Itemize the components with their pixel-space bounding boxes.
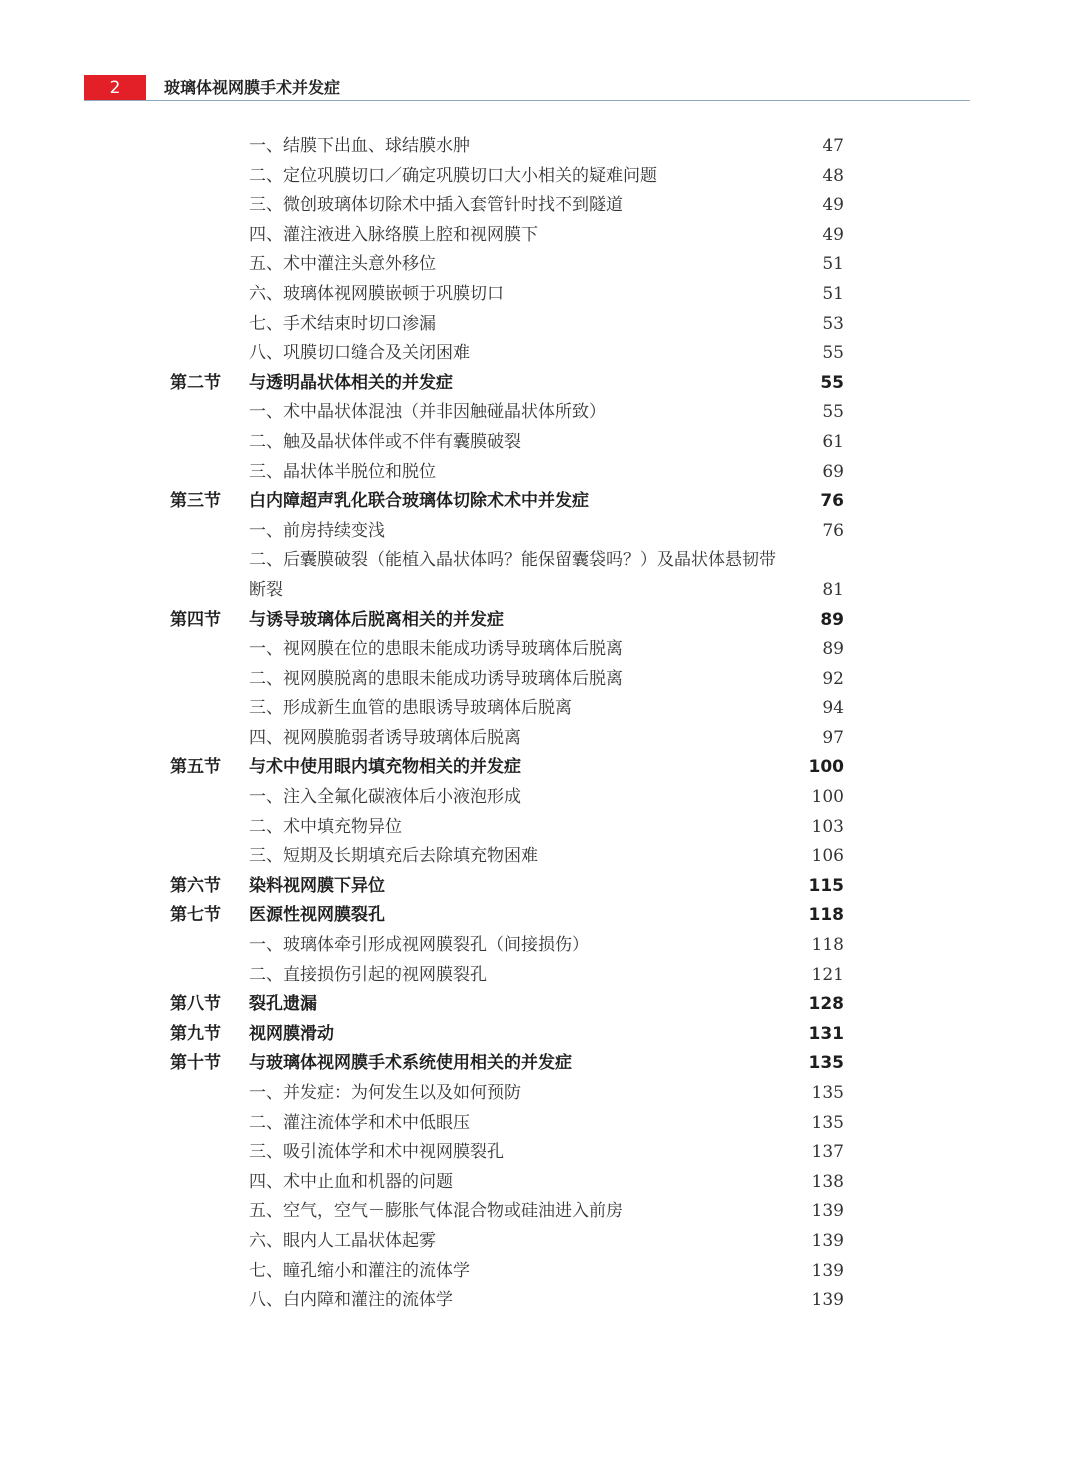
toc-page-number: 100 xyxy=(808,757,844,778)
toc-page-number: 135 xyxy=(811,1112,844,1133)
toc-page-number: 135 xyxy=(808,1053,844,1074)
toc-section-label: 第七节 xyxy=(170,905,221,926)
toc-entry-title: 三、短期及长期填充后去除填充物困难 xyxy=(249,846,538,867)
toc-entry-row xyxy=(0,310,1080,340)
toc-section-row xyxy=(0,1049,1080,1079)
toc-entry-title: 一、前房持续变浅 xyxy=(249,520,385,541)
toc-entry-row xyxy=(0,665,1080,695)
toc-page-number: 100 xyxy=(811,787,844,808)
toc-section-row xyxy=(0,1020,1080,1050)
toc-section-row xyxy=(0,990,1080,1020)
toc-entry-row xyxy=(0,576,1080,606)
toc-page-number: 135 xyxy=(811,1083,844,1103)
toc-entry-title: 断裂 xyxy=(249,579,283,600)
toc-section-row xyxy=(0,369,1080,399)
toc-entry-row xyxy=(0,635,1080,665)
toc-entry-row xyxy=(0,694,1080,724)
toc-entry-title: 四、灌注液进入脉络膜上腔和视网膜下 xyxy=(249,224,538,245)
toc-entry-title: 与玻璃体视网膜手术系统使用相关的并发症 xyxy=(249,1053,572,1074)
toc-section-label: 第六节 xyxy=(170,875,221,896)
toc-entry-row xyxy=(0,783,1080,813)
toc-entry-title: 视网膜滑动 xyxy=(249,1023,334,1044)
toc-entry-title: 二、后囊膜破裂（能植入晶状体吗？能保留囊袋吗？）及晶状体悬韧带 xyxy=(249,550,776,571)
toc-entry-row xyxy=(0,517,1080,547)
toc-entry-row xyxy=(0,458,1080,488)
toc-entry-row xyxy=(0,1257,1080,1287)
toc-page-number: 76 xyxy=(820,491,844,512)
toc-page-number: 89 xyxy=(822,639,844,660)
toc-entry-row xyxy=(0,339,1080,369)
toc-entry-title: 四、视网膜脆弱者诱导玻璃体后脱离 xyxy=(249,727,521,748)
toc-entry-row xyxy=(0,1197,1080,1227)
toc-page-number: 55 xyxy=(822,343,844,364)
toc-entry-row xyxy=(0,546,1080,576)
toc-section-row xyxy=(0,872,1080,902)
toc-entry-row xyxy=(0,724,1080,754)
toc-entry-title: 一、结膜下出血、球结膜水肿 xyxy=(249,136,470,156)
toc-section-label: 第九节 xyxy=(170,1023,221,1044)
toc-entry-row xyxy=(0,280,1080,310)
toc-page-number: 47 xyxy=(822,136,844,156)
toc-entry-title: 四、术中止血和机器的问题 xyxy=(249,1171,453,1192)
toc-section-label: 第三节 xyxy=(170,491,221,512)
toc-section-row xyxy=(0,606,1080,636)
toc-page-number: 128 xyxy=(808,994,844,1015)
toc-entry-title: 七、瞳孔缩小和灌注的流体学 xyxy=(249,1260,470,1281)
toc-page-number: 106 xyxy=(811,846,844,867)
toc-entry-title: 二、灌注流体学和术中低眼压 xyxy=(249,1112,470,1133)
toc-entry-title: 与术中使用眼内填充物相关的并发症 xyxy=(249,757,521,778)
toc-entry-title: 二、定位巩膜切口／确定巩膜切口大小相关的疑难问题 xyxy=(249,165,657,186)
toc-entry-title: 六、眼内人工晶状体起雾 xyxy=(249,1230,436,1251)
toc-entry-title: 六、玻璃体视网膜嵌顿于巩膜切口 xyxy=(249,283,504,304)
toc-page-number: 89 xyxy=(820,609,844,630)
toc-entry-title: 三、吸引流体学和术中视网膜裂孔 xyxy=(249,1142,504,1163)
toc-page-number: 118 xyxy=(808,905,844,926)
toc-entry-title: 三、微创玻璃体切除术中插入套管针时找不到隧道 xyxy=(249,195,623,216)
toc-page-number: 97 xyxy=(822,727,844,748)
toc-page-number: 51 xyxy=(822,283,844,304)
toc-entry-title: 一、并发症：为何发生以及如何预防 xyxy=(249,1083,521,1103)
page-header xyxy=(0,0,1080,110)
toc-page-number: 115 xyxy=(808,875,844,896)
toc-entry-title: 二、直接损伤引起的视网膜裂孔 xyxy=(249,964,487,985)
toc-page-number: 92 xyxy=(822,668,844,689)
toc-page-number: 138 xyxy=(811,1171,844,1192)
toc-page-number: 53 xyxy=(822,313,844,334)
toc-page-number: 81 xyxy=(822,579,844,600)
toc-entry-row xyxy=(0,1079,1080,1109)
toc-entry-row xyxy=(0,191,1080,221)
toc-section-label: 第二节 xyxy=(170,372,221,393)
toc-entry-title: 一、术中晶状体混浊（并非因触碰晶状体所致） xyxy=(249,402,606,423)
toc-page-number: 48 xyxy=(822,165,844,186)
toc-entry-title: 五、空气，空气－膨胀气体混合物或硅油进入前房 xyxy=(249,1201,623,1222)
toc-page-number: 76 xyxy=(822,520,844,541)
toc-entry-row xyxy=(0,1168,1080,1198)
toc-entry-row xyxy=(0,132,1080,162)
toc-entry-title: 八、白内障和灌注的流体学 xyxy=(249,1290,453,1311)
toc-entry-row xyxy=(0,961,1080,991)
toc-section-row xyxy=(0,753,1080,783)
toc-page-number: 51 xyxy=(822,254,844,275)
toc-entry-title: 一、视网膜在位的患眼未能成功诱导玻璃体后脱离 xyxy=(249,639,623,660)
toc-entry-title: 五、术中灌注头意外移位 xyxy=(249,254,436,275)
toc-entry-title: 七、手术结束时切口渗漏 xyxy=(249,313,436,334)
toc-section-label: 第八节 xyxy=(170,994,221,1015)
toc-entry-title: 二、视网膜脱离的患眼未能成功诱导玻璃体后脱离 xyxy=(249,668,623,689)
toc-page-number: 55 xyxy=(820,372,844,393)
toc-entry-title: 白内障超声乳化联合玻璃体切除术术中并发症 xyxy=(249,491,589,512)
toc-page-number: 139 xyxy=(811,1260,844,1281)
toc-entry-row xyxy=(0,1138,1080,1168)
toc-page-number: 103 xyxy=(811,816,844,837)
toc-page-number: 139 xyxy=(811,1230,844,1251)
toc-entry-row xyxy=(0,842,1080,872)
toc-section-row xyxy=(0,487,1080,517)
toc-entry-row xyxy=(0,250,1080,280)
toc-page-number: 139 xyxy=(811,1201,844,1222)
toc-section-label: 第四节 xyxy=(170,609,221,630)
header-rule xyxy=(84,100,970,101)
page-number-badge: 2 xyxy=(84,75,146,101)
toc-page-number: 131 xyxy=(808,1023,844,1044)
toc-page-number: 61 xyxy=(822,431,844,452)
toc-page-number: 121 xyxy=(811,964,844,985)
toc-entry-title: 三、形成新生血管的患眼诱导玻璃体后脱离 xyxy=(249,698,572,719)
running-book-title: 玻璃体视网膜手术并发症 xyxy=(164,78,341,97)
toc-entry-row xyxy=(0,1286,1080,1316)
toc-entry-row xyxy=(0,398,1080,428)
toc-entry-title: 裂孔遗漏 xyxy=(249,994,317,1015)
toc-entry-title: 医源性视网膜裂孔 xyxy=(249,905,385,926)
toc-entry-title: 二、触及晶状体伴或不伴有囊膜破裂 xyxy=(249,431,521,452)
toc-page-number: 137 xyxy=(811,1142,844,1163)
toc-entry-title: 染料视网膜下异位 xyxy=(249,875,385,896)
table-of-contents xyxy=(0,132,1080,1316)
toc-page-number: 69 xyxy=(822,461,844,482)
toc-entry-title: 与诱导玻璃体后脱离相关的并发症 xyxy=(249,609,504,630)
toc-entry-row xyxy=(0,428,1080,458)
toc-page-number: 139 xyxy=(811,1290,844,1311)
toc-entry-row xyxy=(0,1227,1080,1257)
toc-page-number: 55 xyxy=(822,402,844,423)
toc-entry-title: 与透明晶状体相关的并发症 xyxy=(249,372,453,393)
toc-page-number: 49 xyxy=(822,195,844,216)
toc-section-label: 第五节 xyxy=(170,757,221,778)
toc-entry-row xyxy=(0,221,1080,251)
toc-entry-row xyxy=(0,1109,1080,1139)
toc-entry-row xyxy=(0,162,1080,192)
toc-entry-title: 二、术中填充物异位 xyxy=(249,816,402,837)
toc-entry-title: 三、晶状体半脱位和脱位 xyxy=(249,461,436,482)
toc-entry-title: 一、玻璃体牵引形成视网膜裂孔（间接损伤） xyxy=(249,935,589,956)
toc-page-number: 94 xyxy=(822,698,844,719)
toc-entry-row xyxy=(0,931,1080,961)
toc-section-label: 第十节 xyxy=(170,1053,221,1074)
toc-page-number: 118 xyxy=(811,935,844,956)
toc-entry-title: 一、注入全氟化碳液体后小液泡形成 xyxy=(249,787,521,808)
toc-entry-title: 八、巩膜切口缝合及关闭困难 xyxy=(249,343,470,364)
toc-entry-row xyxy=(0,813,1080,843)
toc-page-number: 49 xyxy=(822,224,844,245)
toc-section-row xyxy=(0,901,1080,931)
